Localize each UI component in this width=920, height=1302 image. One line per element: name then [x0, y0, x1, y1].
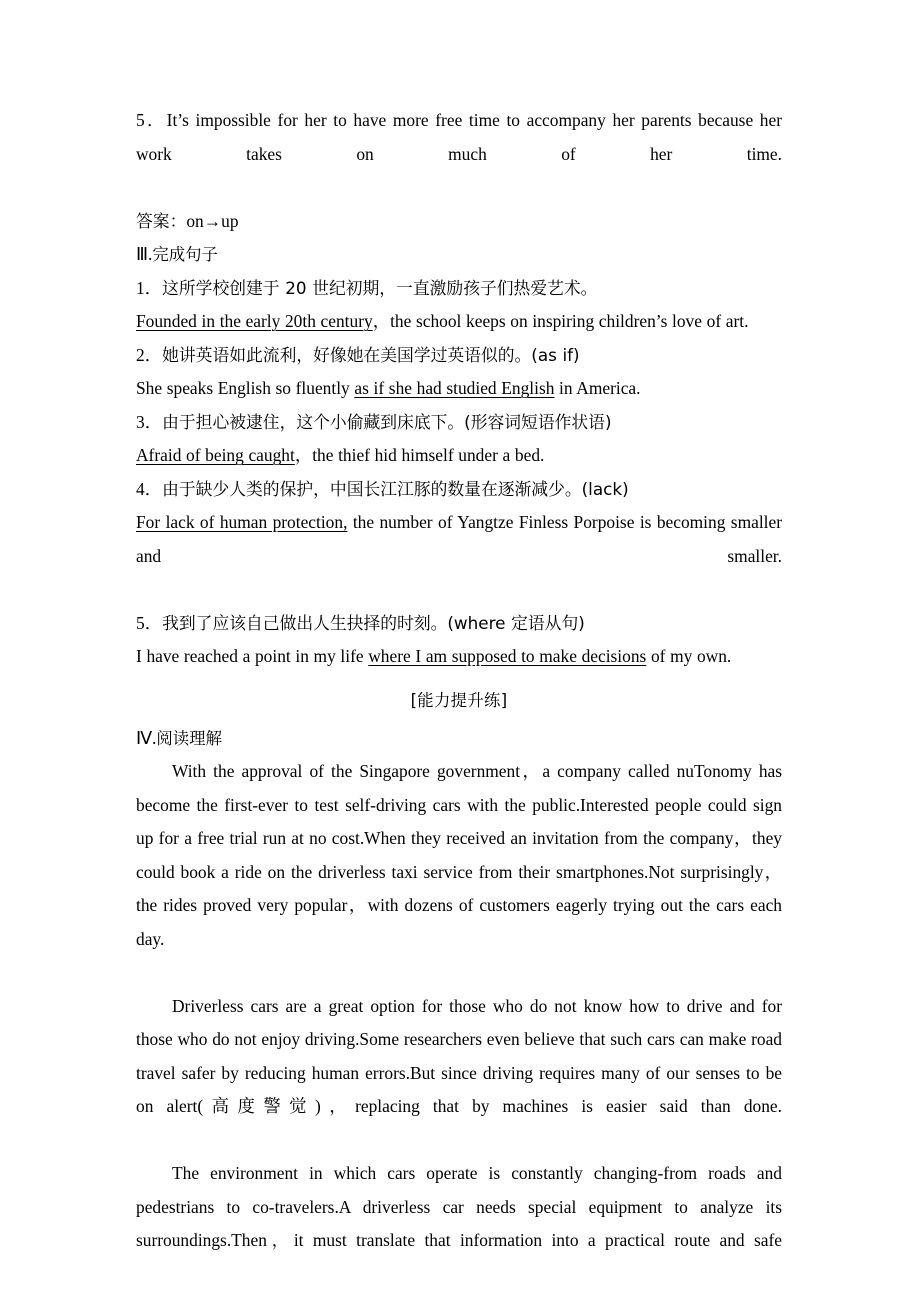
chinese-prompt: 她讲英语如此流利，好像她在美国学过英语似的。(as if) [162, 344, 580, 365]
question-3-3-answer [136, 439, 782, 473]
answer-value: on→up [186, 210, 239, 231]
item-number: 3． [136, 411, 163, 432]
chinese-prompt: 这所学校创建于 20 世纪初期，一直激励孩子们热爱艺术。 [162, 277, 598, 298]
ability-practice-heading [136, 674, 782, 722]
question-3-1-answer [136, 305, 782, 339]
carryover-item-5 [136, 104, 782, 205]
item-number: 4． [136, 478, 163, 499]
section-3-title: 完成句子 [152, 245, 218, 264]
page-content [136, 104, 782, 1291]
answer-blank-filled: where I am supposed to make decisions [368, 646, 647, 666]
section-heading-3 [136, 238, 782, 272]
chinese-prompt: 由于担心被逮住，这个小偷藏到床底下。(形容词短语作状语) [162, 411, 612, 432]
question-3-5-chinese [136, 607, 782, 641]
item-number: 5． [136, 612, 163, 633]
chinese-prompt: 我到了应该自己做出人生抉择的时刻。(where 定语从句) [162, 612, 585, 633]
answer-blank-filled: as if she had studied English [354, 378, 555, 398]
item-english-sentence: It’s impossible for her to have more free time to accompany her parents because her work takes on much of her time. [136, 110, 783, 164]
item-number: 5． [136, 110, 167, 130]
answer-line [136, 205, 782, 239]
question-3-3-chinese [136, 406, 782, 440]
section-4-numeral: Ⅳ. [136, 727, 157, 748]
answer-remainder: the number of Yangtze Finless Porpoise is becoming smaller and smaller. [136, 512, 782, 566]
answer-remainder: ，the thief hid himself under a bed. [294, 445, 545, 465]
answer-label: 答案： [136, 210, 187, 231]
ability-practice-label: [能力提升练] [410, 690, 508, 710]
section-heading-4 [136, 722, 782, 756]
chinese-prompt: 由于缺少人类的保护，中国长江江豚的数量在逐渐减少。(lack) [162, 478, 629, 499]
question-3-1-chinese [136, 272, 782, 306]
answer-remainder: of my own. [646, 646, 732, 666]
item-number: 2． [136, 344, 163, 365]
answer-prefix: She speaks English so fluently [136, 378, 355, 398]
question-3-2-answer [136, 372, 782, 406]
reading-paragraph-3: The environment in which cars operate is constantly changing-from roads and pedestrians to co-travelers.A driverless car needs special equipment to analyze its surroundings.Then，it must translate that information into a practical route and safe [136, 1163, 782, 1250]
answer-remainder: in America. [554, 378, 641, 398]
question-3-5-answer [136, 640, 782, 674]
reading-paragraph-2: Driverless cars are a great option for those who do not know how to drive and for those who do not enjoy driving.Some researchers even believe that such cars can make road travel safer by reducing human errors.But since driving requires many of our senses to be on alert(高度警觉)，replacing that by machines is easier said than done. [136, 995, 782, 1116]
question-3-4-chinese [136, 473, 782, 507]
reading-paragraph-1: With the approval of the Singapore government，a company called nuTonomy has become the first-ever to test self-driving cars with the public.Interested people could sign up for a free trial run at no cost.When they received an invitation from the company，they could book a ride on the driverless taxi service from their smartphones.Not surprisingly，the rides proved very popular，with dozens of customers eagerly trying out the cars each day. [136, 761, 782, 949]
answer-blank-filled: Founded in the early 20th century [136, 311, 373, 331]
answer-remainder: ，the school keeps on inspiring children’s love of art. [372, 311, 749, 331]
section-4-title: 阅读理解 [156, 728, 222, 748]
answer-blank-filled: For lack of human protection, [136, 512, 348, 532]
question-3-2-chinese [136, 339, 782, 373]
answer-blank-filled: Afraid of being caught [136, 445, 295, 465]
answer-prefix: I have reached a point in my life [136, 646, 369, 666]
question-3-4-answer [136, 506, 782, 607]
item-number: 1． [136, 277, 163, 298]
section-3-numeral: Ⅲ. [136, 244, 153, 264]
